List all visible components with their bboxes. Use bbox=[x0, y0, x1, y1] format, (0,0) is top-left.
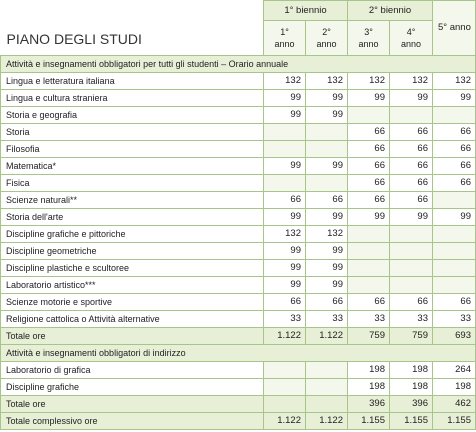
total-row bbox=[1, 328, 476, 345]
subject-name: Filosofia bbox=[1, 141, 264, 158]
total-row bbox=[1, 413, 476, 430]
hours-year-1: 132 bbox=[264, 226, 306, 243]
hours-year-5 bbox=[433, 192, 476, 209]
subject-row bbox=[1, 107, 476, 124]
hours-year-2 bbox=[306, 396, 348, 413]
subject-name: Fisica bbox=[1, 175, 264, 192]
subject-name: Laboratorio di grafica bbox=[1, 362, 264, 379]
subject-row bbox=[1, 175, 476, 192]
section-header-row bbox=[1, 345, 476, 362]
hours-year-1 bbox=[264, 362, 306, 379]
hours-year-4: 66 bbox=[390, 124, 433, 141]
subject-row bbox=[1, 379, 476, 396]
subject-row bbox=[1, 158, 476, 175]
section-title: Attività e insegnamenti obbligatori di indirizzo bbox=[1, 345, 476, 362]
subject-row bbox=[1, 260, 476, 277]
hours-year-3: 1.155 bbox=[348, 413, 390, 430]
hours-year-5 bbox=[433, 107, 476, 124]
hours-year-1: 99 bbox=[264, 209, 306, 226]
hours-year-1 bbox=[264, 379, 306, 396]
hours-year-4: 132 bbox=[390, 73, 433, 90]
hours-year-3 bbox=[348, 226, 390, 243]
subject-name: Laboratorio artistico*** bbox=[1, 277, 264, 294]
hours-year-3 bbox=[348, 107, 390, 124]
subject-name: Scienze motorie e sportive bbox=[1, 294, 264, 311]
year-4-number: 4° bbox=[406, 27, 416, 37]
year-4-label: anno bbox=[400, 39, 422, 49]
hours-year-5: 264 bbox=[433, 362, 476, 379]
subject-name: Religione cattolica o Attività alternative bbox=[1, 311, 264, 328]
hours-year-2 bbox=[306, 362, 348, 379]
hours-year-4 bbox=[390, 260, 433, 277]
hours-year-4: 1.155 bbox=[390, 413, 433, 430]
hours-year-5: 693 bbox=[433, 328, 476, 345]
header-second-biennio: 2° biennio bbox=[348, 1, 433, 21]
page-title: PIANO DEGLI STUDI bbox=[1, 1, 264, 56]
hours-year-3: 99 bbox=[348, 209, 390, 226]
subject-row bbox=[1, 243, 476, 260]
hours-year-5: 66 bbox=[433, 124, 476, 141]
subject-name: Discipline grafiche e pittoriche bbox=[1, 226, 264, 243]
hours-year-1: 132 bbox=[264, 73, 306, 90]
subject-row bbox=[1, 124, 476, 141]
hours-year-1: 66 bbox=[264, 192, 306, 209]
hours-year-5: 1.155 bbox=[433, 413, 476, 430]
hours-year-2: 1.122 bbox=[306, 328, 348, 345]
hours-year-5: 99 bbox=[433, 90, 476, 107]
hours-year-5: 66 bbox=[433, 294, 476, 311]
hours-year-4: 396 bbox=[390, 396, 433, 413]
hours-year-2: 33 bbox=[306, 311, 348, 328]
hours-year-5 bbox=[433, 243, 476, 260]
total-label: Totale ore bbox=[1, 396, 264, 413]
hours-year-1 bbox=[264, 124, 306, 141]
hours-year-5: 132 bbox=[433, 73, 476, 90]
hours-year-3: 66 bbox=[348, 141, 390, 158]
hours-year-3 bbox=[348, 277, 390, 294]
section-title: Attività e insegnamenti obbligatori per tutti gli studenti – Orario annuale bbox=[1, 56, 476, 73]
total-row bbox=[1, 396, 476, 413]
subject-row bbox=[1, 294, 476, 311]
hours-year-5 bbox=[433, 277, 476, 294]
hours-year-1: 99 bbox=[264, 158, 306, 175]
hours-year-3 bbox=[348, 243, 390, 260]
subject-name: Storia dell'arte bbox=[1, 209, 264, 226]
hours-year-5: 66 bbox=[433, 175, 476, 192]
hours-year-4: 198 bbox=[390, 362, 433, 379]
hours-year-2: 99 bbox=[306, 209, 348, 226]
subject-name: Lingua e letteratura italiana bbox=[1, 73, 264, 90]
hours-year-3: 66 bbox=[348, 158, 390, 175]
hours-year-4: 198 bbox=[390, 379, 433, 396]
table-body bbox=[1, 1, 476, 430]
hours-year-1: 66 bbox=[264, 294, 306, 311]
hours-year-2 bbox=[306, 379, 348, 396]
year-1-label: anno bbox=[274, 39, 295, 49]
hours-year-5: 99 bbox=[433, 209, 476, 226]
subject-name: Discipline plastiche e scultoree bbox=[1, 260, 264, 277]
subject-row bbox=[1, 90, 476, 107]
hours-year-5: 66 bbox=[433, 158, 476, 175]
header-row-biennio bbox=[1, 1, 476, 21]
hours-year-4: 99 bbox=[390, 209, 433, 226]
subject-name: Matematica* bbox=[1, 158, 264, 175]
year-2-label: anno bbox=[316, 39, 337, 49]
hours-year-1: 99 bbox=[264, 260, 306, 277]
year-3-label: anno bbox=[358, 39, 379, 49]
hours-year-2: 132 bbox=[306, 226, 348, 243]
hours-year-2: 99 bbox=[306, 158, 348, 175]
header-year-1 bbox=[264, 21, 306, 56]
hours-year-1: 99 bbox=[264, 243, 306, 260]
hours-year-4 bbox=[390, 226, 433, 243]
hours-year-1 bbox=[264, 396, 306, 413]
total-label: Totale ore bbox=[1, 328, 264, 345]
hours-year-1: 1.122 bbox=[264, 328, 306, 345]
subject-name: Discipline geometriche bbox=[1, 243, 264, 260]
hours-year-1 bbox=[264, 175, 306, 192]
subject-row bbox=[1, 362, 476, 379]
hours-year-2: 99 bbox=[306, 243, 348, 260]
hours-year-2 bbox=[306, 124, 348, 141]
hours-year-2: 132 bbox=[306, 73, 348, 90]
hours-year-3: 132 bbox=[348, 73, 390, 90]
subject-name: Storia e geografia bbox=[1, 107, 264, 124]
hours-year-1: 99 bbox=[264, 277, 306, 294]
hours-year-3: 198 bbox=[348, 362, 390, 379]
hours-year-2: 99 bbox=[306, 277, 348, 294]
subject-row bbox=[1, 141, 476, 158]
hours-year-4: 66 bbox=[390, 192, 433, 209]
hours-year-3: 66 bbox=[348, 294, 390, 311]
hours-year-5 bbox=[433, 260, 476, 277]
hours-year-1: 99 bbox=[264, 90, 306, 107]
hours-year-3: 198 bbox=[348, 379, 390, 396]
year-1-number: 1° bbox=[280, 27, 289, 37]
hours-year-3 bbox=[348, 260, 390, 277]
hours-year-3: 99 bbox=[348, 90, 390, 107]
hours-year-2: 99 bbox=[306, 90, 348, 107]
total-label: Totale complessivo ore bbox=[1, 413, 264, 430]
subject-row bbox=[1, 209, 476, 226]
hours-year-5: 66 bbox=[433, 141, 476, 158]
hours-year-5: 33 bbox=[433, 311, 476, 328]
hours-year-2: 99 bbox=[306, 107, 348, 124]
hours-year-3: 33 bbox=[348, 311, 390, 328]
hours-year-5: 462 bbox=[433, 396, 476, 413]
hours-year-4: 66 bbox=[390, 158, 433, 175]
hours-year-2: 66 bbox=[306, 294, 348, 311]
hours-year-4: 66 bbox=[390, 141, 433, 158]
hours-year-4 bbox=[390, 277, 433, 294]
header-fifth-year: 5° anno bbox=[433, 1, 476, 56]
hours-year-4 bbox=[390, 107, 433, 124]
subject-row bbox=[1, 192, 476, 209]
subject-row bbox=[1, 311, 476, 328]
hours-year-2 bbox=[306, 141, 348, 158]
subject-name: Storia bbox=[1, 124, 264, 141]
hours-year-2: 66 bbox=[306, 192, 348, 209]
hours-year-2: 1.122 bbox=[306, 413, 348, 430]
hours-year-2 bbox=[306, 175, 348, 192]
section-header-row bbox=[1, 56, 476, 73]
header-year-4 bbox=[390, 21, 433, 56]
hours-year-4 bbox=[390, 243, 433, 260]
hours-year-4: 66 bbox=[390, 294, 433, 311]
hours-year-3: 396 bbox=[348, 396, 390, 413]
hours-year-4: 33 bbox=[390, 311, 433, 328]
hours-year-3: 66 bbox=[348, 192, 390, 209]
hours-year-1: 33 bbox=[264, 311, 306, 328]
hours-year-2: 99 bbox=[306, 260, 348, 277]
year-2-number: 2° bbox=[322, 27, 331, 37]
subject-row bbox=[1, 73, 476, 90]
hours-year-4: 759 bbox=[390, 328, 433, 345]
subject-row bbox=[1, 226, 476, 243]
year-3-number: 3° bbox=[364, 27, 373, 37]
hours-year-3: 759 bbox=[348, 328, 390, 345]
hours-year-1: 1.122 bbox=[264, 413, 306, 430]
header-year-2 bbox=[306, 21, 348, 56]
subject-name: Scienze naturali** bbox=[1, 192, 264, 209]
subject-name: Lingua e cultura straniera bbox=[1, 90, 264, 107]
header-first-biennio: 1° biennio bbox=[264, 1, 348, 21]
hours-year-1 bbox=[264, 141, 306, 158]
hours-year-5 bbox=[433, 226, 476, 243]
hours-year-3: 66 bbox=[348, 124, 390, 141]
subject-row bbox=[1, 277, 476, 294]
hours-year-5: 198 bbox=[433, 379, 476, 396]
hours-year-3: 66 bbox=[348, 175, 390, 192]
hours-year-4: 99 bbox=[390, 90, 433, 107]
hours-year-1: 99 bbox=[264, 107, 306, 124]
header-year-3 bbox=[348, 21, 390, 56]
subject-name: Discipline grafiche bbox=[1, 379, 264, 396]
hours-year-4: 66 bbox=[390, 175, 433, 192]
